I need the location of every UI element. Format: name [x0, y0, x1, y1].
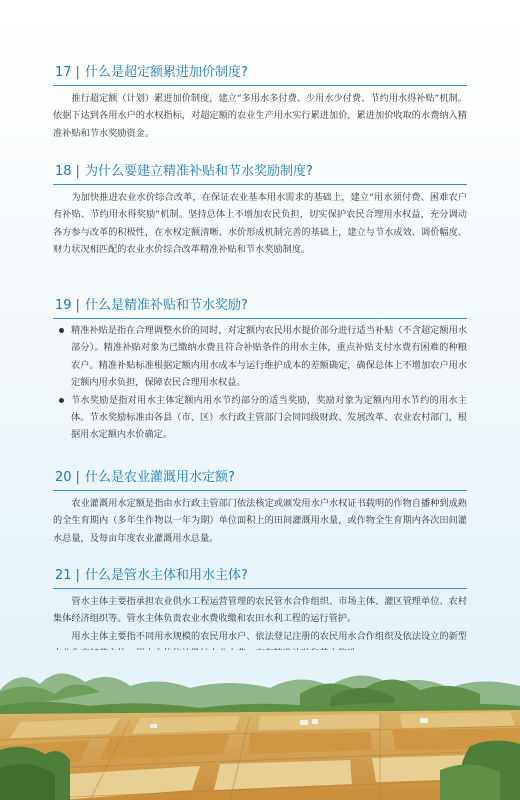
section-title: 什么是农业灌溉用水定额?: [84, 470, 235, 485]
section-heading: [53, 163, 467, 185]
section-number: 21: [55, 568, 72, 583]
section-number: 18: [55, 164, 72, 179]
heading-separator: |: [75, 65, 80, 80]
bullet-dot-icon: [59, 328, 64, 333]
heading-separator: |: [75, 298, 80, 313]
section-title: 为什么要建立精准补贴和节水奖励制度?: [84, 164, 313, 179]
section-paragraph: 管水主体主要指承担农业供水工程运营管理的农民管水合作组织、市场主体、灌区管理单位、农村集体经济组织等。管水主体负责农业水费收缴和农田水利工程的运行管护。: [53, 596, 467, 625]
farmland-landscape-image: [0, 650, 520, 800]
section-paragraph: 为加快推进农业水价综合改革，在保证农业基本用水需求的基础上，建立“用水须付费、困难农户有补贴、节约用水得奖励”机制。坚持总体上不增加农民负担，切实保护农民合理用水权益，充分调动各方参与改革的积极性，在水权定额清晰、水价形成机制完善的基础上，建立与节水成效、调价幅度、财力状况相匹配的农业水价综合改革精准补贴和节水奖励制度。: [53, 192, 467, 256]
section-heading: [53, 469, 467, 491]
section-19: [53, 297, 467, 444]
section-title: 什么是超定额累进加价制度?: [84, 65, 248, 80]
section-paragraph: 农业灌溉用水定额是指由水行政主管部门依法核定或颁发用水户水权证书载明的作物自播种到成熟的全生育期内（多年生作物以一年为期）单位面积上的田间灌溉用水量，或作物全生育期内各次田间灌水总量，及每亩年度农业灌溉用水总量。: [53, 498, 467, 544]
section-17: [53, 64, 467, 142]
section-heading: [53, 297, 467, 319]
bullet-paragraph: [53, 322, 467, 392]
bullet-text: 节水奖励是指对用水主体定额内用水节约部分的适当奖励，奖励对象为定额内用水节约的用水主体。节水奖励标准由各县（市、区）水行政主管部门会同同级财政、发展改革、农业农村部门，根据用水定额内水价确定。: [71, 394, 467, 441]
heading-separator: |: [75, 470, 80, 485]
section-title: 什么是精准补贴和节水奖励?: [84, 298, 248, 313]
farmland-landscape-illustration: [0, 650, 520, 800]
section-heading: [53, 64, 467, 86]
section-21: [53, 567, 467, 663]
section-number: 20: [55, 470, 72, 485]
section-20: [53, 469, 467, 547]
bullet-text: 精准补贴是指在合理调整水价的同时，对定额内农民用水提价部分进行适当补贴（不含超定额用水部分）。精准补贴对象为已缴纳水费且符合补贴条件的用水主体，重点补贴支付水费有困难的种粮农户。精准补贴标准根据定额内用水成本与运行维护成本的差额确定，确保总体上不增加农户用水定额内用水负担，保障农民合理用水权益。: [71, 325, 467, 389]
heading-separator: |: [75, 568, 80, 583]
section-paragraph: 推行超定额（计划）累进加价制度，建立“多用水多付费、少用水少付费、节约用水得补贴”机制。依据下达到各用水户的水权指标，对超定额的农业生产用水实行累进加价，累进加价收取的水费纳入精准补贴和节水奖励资金。: [53, 93, 467, 139]
bullet-dot-icon: [59, 398, 64, 403]
section-title: 什么是管水主体和用水主体?: [84, 568, 248, 583]
section-heading: [53, 567, 467, 589]
section-number: 17: [55, 65, 72, 80]
heading-separator: |: [75, 164, 80, 179]
section-paragraph: 用水主体主要指不同用水规模的农民用水户、依法登记注册的农民用水合作组织及依法设立的新型: [71, 630, 467, 642]
bullet-paragraph: [53, 392, 467, 444]
section-18: [53, 163, 467, 259]
section-number: 19: [55, 298, 72, 313]
